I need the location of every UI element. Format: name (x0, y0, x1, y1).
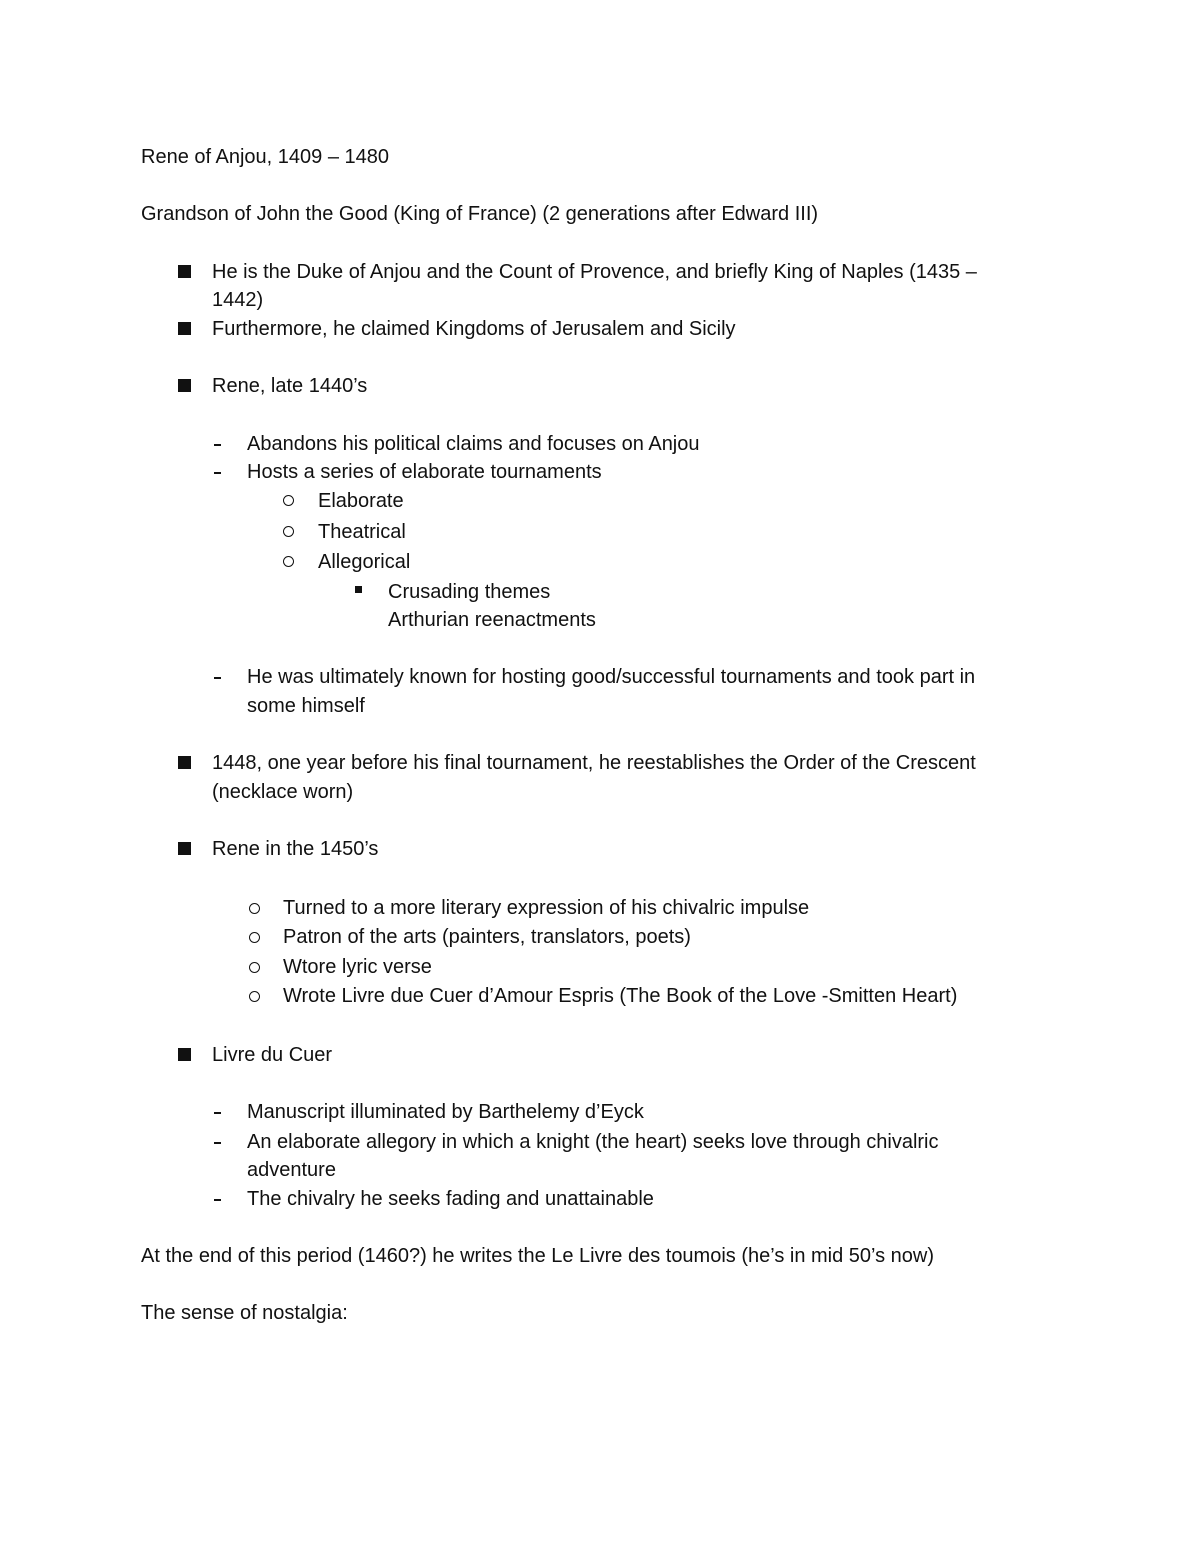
dash-bullet-icon (214, 472, 221, 474)
circle-bullet-icon (283, 526, 294, 537)
bullet-duke-line-1: He is the Duke of Anjou and the Count of Provence, and briefly King of Naples (1435 – (212, 261, 977, 283)
sub-known-line-2: some himself (247, 695, 365, 717)
dash-bullet-icon (214, 1112, 221, 1114)
square-bullet-icon (178, 379, 191, 392)
circle-bullet-icon (283, 556, 294, 567)
bullet-1440s: Rene, late 1440’s (212, 375, 368, 397)
sub-abandons: Abandons his political claims and focuses on Anjou (247, 433, 700, 455)
sub-livre: Wrote Livre due Cuer d’Amour Espris (The Book of the Love -Smitten Heart) (283, 985, 958, 1007)
sub-hosts: Hosts a series of elaborate tournaments (247, 461, 602, 483)
square-bullet-icon (178, 842, 191, 855)
end-period-text: At the end of this period (1460?) he writes the Le Livre des toumois (he’s in mid 50’s now) (141, 1245, 935, 1267)
bullet-1450s: Rene in the 1450’s (212, 838, 379, 860)
dash-bullet-icon (214, 677, 221, 679)
circle-bullet-icon (249, 903, 260, 914)
dash-bullet-icon (214, 1199, 221, 1201)
sub-literary: Turned to a more literary expression of his chivalric impulse (283, 897, 810, 919)
circle-bullet-icon (249, 932, 260, 943)
dash-bullet-icon (214, 444, 221, 446)
document-title: Rene of Anjou, 1409 – 1480 (141, 146, 389, 168)
square-bullet-icon (178, 1048, 191, 1061)
small-square-bullet-icon (355, 586, 362, 593)
sub-allegory-line-1: An elaborate allegory in which a knight (the heart) seeks love through chivalric (247, 1131, 939, 1153)
bullet-claims: Furthermore, he claimed Kingdoms of Jerusalem and Sicily (212, 318, 736, 340)
lineage-text: Grandson of John the Good (King of France) (2 generations after Edward III) (141, 203, 819, 225)
dash-bullet-icon (214, 1142, 221, 1144)
sub-lyric: Wtore lyric verse (283, 956, 432, 978)
sub-crusading: Crusading themes (388, 581, 551, 603)
square-bullet-icon (178, 265, 191, 278)
sub-manuscript: Manuscript illuminated by Barthelemy d’Eyck (247, 1101, 644, 1123)
circle-bullet-icon (249, 991, 260, 1002)
sub-allegorical: Allegorical (318, 551, 411, 573)
sub-patron: Patron of the arts (painters, translators, poets) (283, 926, 691, 948)
bullet-livre: Livre du Cuer (212, 1044, 333, 1066)
circle-bullet-icon (283, 495, 294, 506)
sub-chivalry: The chivalry he seeks fading and unattainable (247, 1188, 654, 1210)
sub-known-line-1: He was ultimately known for hosting good/successful tournaments and took part in (247, 666, 976, 688)
sub-arthurian: Arthurian reenactments (388, 609, 596, 631)
square-bullet-icon (178, 756, 191, 769)
bullet-duke-line-2: 1442) (212, 289, 264, 311)
bullet-1448-line-2: (necklace worn) (212, 781, 354, 803)
sub-theatrical: Theatrical (318, 521, 406, 543)
sub-allegory-line-2: adventure (247, 1159, 336, 1181)
circle-bullet-icon (249, 962, 260, 973)
square-bullet-icon (178, 322, 191, 335)
bullet-1448-line-1: 1448, one year before his final tournament, he reestablishes the Order of the Crescent (212, 752, 976, 774)
nostalgia-text: The sense of nostalgia: (141, 1302, 348, 1324)
sub-elaborate: Elaborate (318, 490, 404, 512)
